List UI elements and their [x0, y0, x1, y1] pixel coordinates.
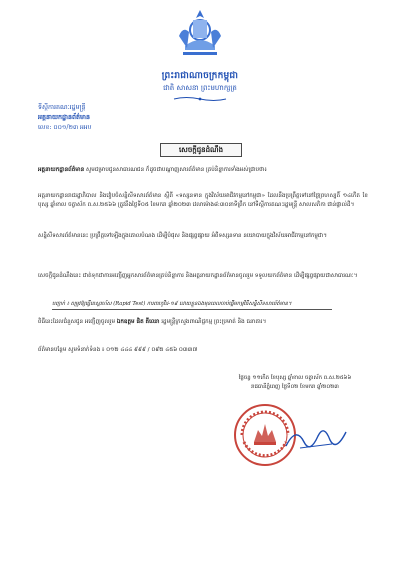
presider-post: រដ្ឋមន្ត្រីក្រសួងពាណិជ្ជកម្ម ព្រះប្រមាត់ និង ធនាគារ។ — [159, 319, 267, 325]
signature-icon — [282, 418, 352, 458]
kingdom-heading: ព្រះរាជាណាចក្រកម្ពុជា — [161, 71, 239, 81]
presider-name: ឯកឧត្តម ផិត គីឈោ — [116, 319, 160, 325]
paragraph-presider — [38, 318, 368, 327]
intro-lead: អគ្គនាយកដ្ឋានព័ត៌មាន — [38, 167, 85, 173]
sender-ministry: ទីស្តីការគណៈរដ្ឋមន្ត្រី — [38, 104, 86, 111]
paragraph-purpose: សន្និសីទសារព័ត៌មាននេះ ប្រព្រឹត្តទៅឡើងក្នុងគោលបំណង ដើម្បីបំផុស និងផ្សព្វផ្សាយ អំពីទស្សនទាន នយោបាយក្នុងវិស័យអាជីវកម្មនៅកម្ពុជា។ — [38, 233, 327, 239]
date-lunar: ថ្ងៃចន្ទ ១១កើត ខែបុស្ស ឆ្នាំខាល ចត្វាស័ក ព.ស.២៥៦៦ — [238, 375, 352, 381]
note-underline — [52, 309, 332, 310]
note-rapid-test: បញ្ជាក់ ៖ តម្រូវឱ្យធ្វើតេស្តរហ័ស (Rapid Test) ការពារកូវីដ-១៩ ដោយខ្លួនឯងមុនពេលចាប់ផ្តើមកម្មវិធីសន្និសីទសារព័ត៌មាន។ — [52, 301, 292, 307]
reference-number: លេខ: ០០១/២៣ អអប — [38, 124, 92, 131]
ornament-divider-icon — [172, 96, 228, 102]
national-motto: ជាតិ សាសនា ព្រះមហាក្សត្រ — [163, 84, 237, 92]
royal-emblem-icon — [171, 6, 229, 58]
date-solar: រាជធានីភ្នំពេញ ថ្ងៃទី០២ ខែមករា ឆ្នាំ២០២៣ — [251, 384, 339, 390]
sender-department: អគ្គនាយកដ្ឋានព័ត៌មាន — [38, 114, 90, 121]
paragraph-invitation: សេចក្តីជូនដំណឹងនេះ ជាត់ទុកជាការអញ្ជើញអ្នកសារព័ត៌មានគ្រប់និន្នាការ និងអគ្គនាយកដ្ឋានព័ត៌មានចូលរួម ទទួលយកព័ត៌មាន ដើម្បីផ្សព្វផ្សាយជាសាធារណៈ។ — [38, 273, 358, 279]
presider-pre: ពិធីនេះដែលជំនួសជូន អញ្ជើញចូលរួម — [38, 319, 117, 325]
document-title: សេចក្តីជូនដំណឹង — [160, 143, 242, 157]
paragraph-event: អគ្គនាយកដ្ឋានរាជរដ្ឋាភិបាល និងវៀបចំសន្និសីទសារព័ត៌មាន ស្តីពី «ទស្សនទាន ក្នុងវិស័យអាជីវកម្មនៅកម្ពុជា» ដែលនឹងប្រព្រឹត្តទៅនៅថ្ងៃព្រហស្បតិ៍ ១៤កើត ខែបុស្ស ឆ្នាំខាល ចត្វាស័ក ព.ស.២៥៦៦ ត្រូវនឹងថ្ងៃទី០៥ ខែមករា ឆ្នាំ២០២៣ វេលាម៉ោង៨:៣០នាទីព្រឹក នៅទីស្តីការគណៈរដ្ឋមន្ត្រី សាលសភិកា ជាន់ផ្ទាល់ដី។ — [38, 193, 368, 208]
contact-info: ព័ត៌មានបន្ថែម សូមទំនាក់ទំនង ៖ ០១២ ៤៤៤ ៩៩៩ / ០៩២ ៤៥៦ ០៣៣៧ — [38, 347, 198, 353]
paragraph-intro — [38, 166, 368, 175]
intro-rest: សូមជម្រាបជូនសាធារណជន ក៏ដូចជាបណ្តាញសារព័ត៌មាន គ្រប់និន្នាការទាំងអស់ជ្រាបថា៖ — [84, 167, 267, 173]
